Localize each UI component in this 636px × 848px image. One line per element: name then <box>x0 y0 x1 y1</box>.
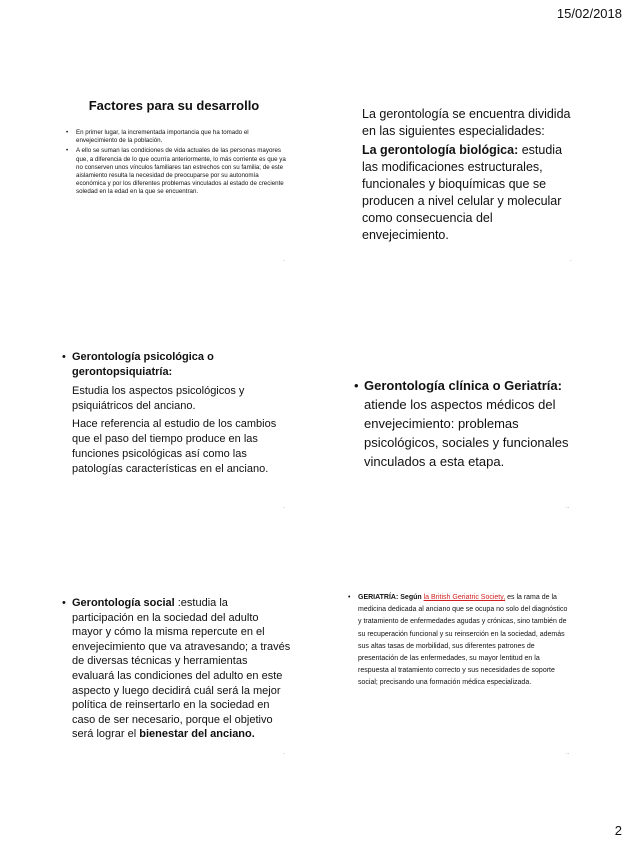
slide-4-item <box>364 376 574 471</box>
slide-5 <box>60 596 292 742</box>
slide-5-list <box>60 596 292 742</box>
slide-3-term: • Gerontología psicológica o gerontopsiquiatría: <box>72 350 290 380</box>
slide-2-term: La gerontología biológica: <box>362 143 519 157</box>
slide-4-list <box>352 376 574 471</box>
slide-5-dot: . <box>283 750 285 756</box>
slide-1-bullet-1: • En primer lugar, la incrementada importancia que ha tomado el envejecimiento de la población. <box>76 129 290 145</box>
slide-6 <box>346 592 572 690</box>
slide-3-p1: Estudia los aspectos psicológicos y psiquiátricos del anciano. <box>72 385 245 412</box>
slide-5-end: bienestar del anciano. <box>139 728 255 741</box>
slide-3-list <box>60 350 290 380</box>
slide-3-dot: . <box>283 504 285 510</box>
document-date: 15/02/2018 <box>556 6 622 21</box>
slide-2-text: estudia las modificaciones estructurales, funcionales y bioquímicas que se producen a nivel celular y molecular como consecuencia del envejecimiento. <box>362 143 563 242</box>
slide-1-bullets <box>64 129 290 197</box>
slide-6-organization-link: la British Geriatric Society, <box>423 594 506 601</box>
slide-6-dots: .. <box>566 750 570 756</box>
slide-1-title: Factores para su desarrollo <box>88 98 260 113</box>
slide-6-item <box>358 592 572 690</box>
slide-4-text: atiende los aspectos médicos del envejecimiento: problemas psicológicos, sociales y funcionales vinculados a esta etapa. <box>364 397 569 469</box>
slide-6-text: es la rama de la medicina dedicada al anciano que se ocupa no solo del diagnóstico y tratamiento de enfermedades agudas y crónicas, sino también de su recuperación funcional y su reinserción en la sociedad, además sus altas tasas de morbilidad, sus diferentes patrones de presentación de las enfermedades, su mayor lentitud en la respuesta al tratamiento correcto y sus necesidades de soporte social; precisando una formación médica especializada. <box>358 594 568 687</box>
slide-2 <box>362 106 572 244</box>
slide-1 <box>58 98 290 199</box>
slide-5-text: :estudia la participación en la sociedad del adulto mayor y cómo la misma repercute en el envejecimiento que va atravesando; a través de diversas técnicas y herramientas evaluará las condiciones del adulto en este aspecto y luego decidirá cuál será la mejor política de reinsertarlo en la sociedad en caso de ser necesario, porque el objetivo será lograr el <box>72 597 291 741</box>
page-number: 2 <box>614 823 622 838</box>
slide-2-intro: La gerontología se encuentra dividida en las siguientes especialidades: <box>362 107 571 138</box>
slide-4 <box>352 376 574 471</box>
slide-1-bullet-2: • A ello se suman las condiciones de vida actuales de las personas mayores que, a diferencia de lo que ocurría anteriormente, lo más corriente es que ya no conserven unos vínculos familiares tan estrechos con su familia; de este aislamiento resulta la necesidad de preocuparse por su autonomía económica y por los diferentes problemas vinculados al estado de creciente soledad en la edad en la que se encuentran. <box>76 147 290 196</box>
slide-1-dot: . <box>283 257 285 263</box>
slide-5-term: Gerontología social <box>72 597 175 609</box>
slide-4-dots: .. <box>566 504 570 510</box>
slide-6-list <box>346 592 572 690</box>
slide-3-p2: Hace referencia al estudio de los cambios que el paso del tiempo produce en las funciones psicológicas así como las patologías características en el anciano. <box>72 418 277 475</box>
slide-2-dot: . <box>570 257 572 263</box>
slide-3 <box>60 350 290 477</box>
slide-4-term: Gerontología clínica o Geriatría: <box>364 378 562 393</box>
slide-2-paragraph <box>362 142 572 244</box>
slide-6-lead: GERIATRÍA: Según <box>358 594 424 601</box>
slide-5-item <box>72 596 292 742</box>
